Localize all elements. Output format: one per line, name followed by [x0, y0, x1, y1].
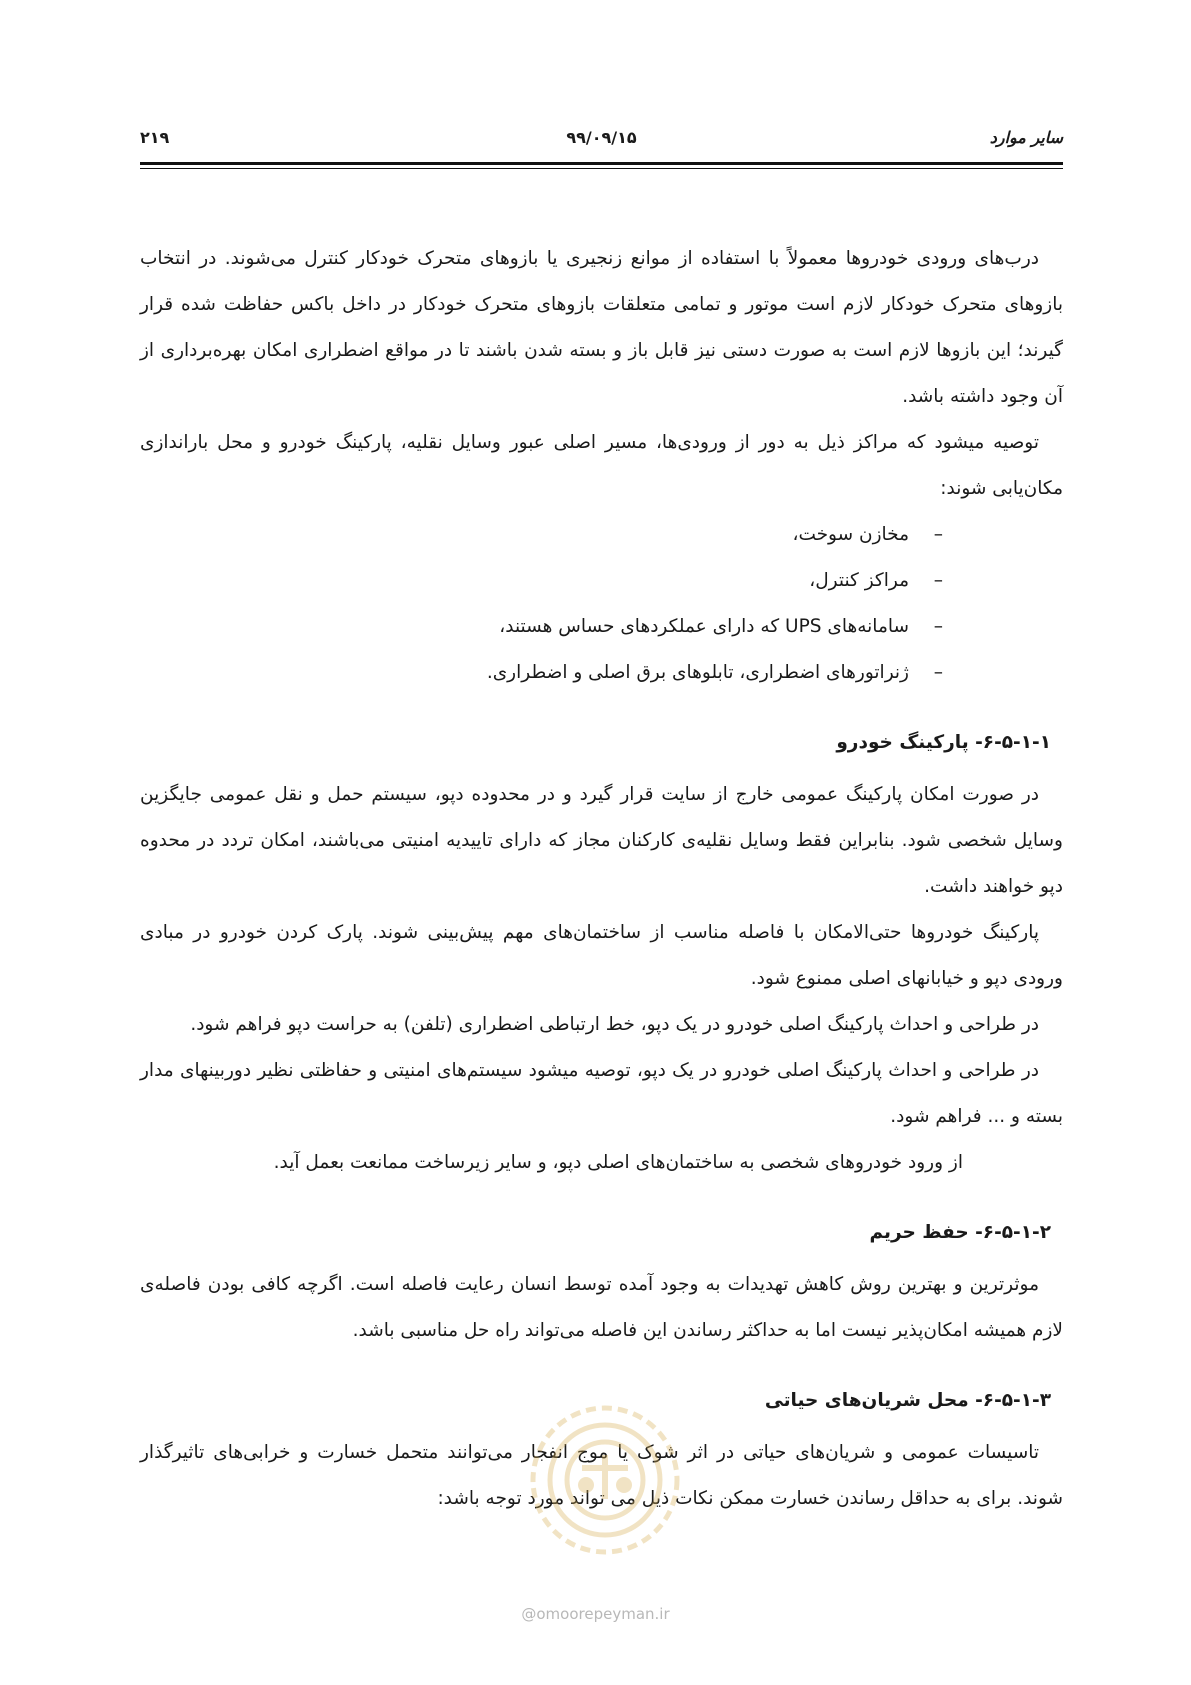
- header-rule-thin: [140, 168, 1063, 169]
- list-item: [140, 604, 943, 650]
- paragraph: تاسیسات عمومی و شریان‌های حیاتی در اثر شوک یا موج انفجار می‌توانند متحمل خسارت و خرابی‌های تاثیرگذار شوند. برای به حداقل رساندن خسارت ممکن نکات ذیل می تواند مورد توجه باشد:: [140, 1442, 1063, 1509]
- paragraph: توصیه میشود که مراکز ذیل به دور از ورودی‌ها، مسیر اصلی عبور وسایل نقلیه، پارکینگ خودرو و محل باراندازی مکان‌یابی شوند:: [140, 432, 1063, 499]
- chapter-title: سایر موارد: [989, 128, 1063, 147]
- list-item: [140, 512, 943, 558]
- paragraph: در صورت امکان پارکینگ عمومی خارج از سایت قرار گیرد و در محدوده دپو، سیستم حمل و نقل عمومی جایگزین وسایل شخصی شود. بنابراین فقط وسایل نقلیه‌ی کارکنان مجاز که دارای تاییدیه امنیتی می‌باشند، امکان تردد در محدوه دپو خواهند داشت.: [140, 784, 1063, 897]
- page-header: [140, 128, 1063, 154]
- list-item: [140, 650, 943, 696]
- dash-marker: –: [933, 662, 943, 683]
- paragraph: موثرترین و بهترین روش کاهش تهدیدات به وجود آمده توسط انسان رعایت فاصله است. اگرچه کافی بودن فاصله‌ی لازم همیشه امکان‌پذیر نیست اما به حداکثر رساندن این فاصله می‌تواند راه حل مناسبی باشد.: [140, 1274, 1063, 1341]
- section-heading: ۶-۵-۱-۱- پارکینگ خودرو: [836, 732, 1051, 753]
- list-item: [140, 558, 943, 604]
- paragraph: درب‌های ورودی خودروها معمولاً با استفاده از موانع زنجیری یا بازوهای متحرک خودکار کنترل می‌شوند. در انتخاب بازوهای متحرک خودکار لازم است موتور و تمامی متعلقات بازوهای متحرک خودکار در داخل باکس حفاظت شده قرار گیرند؛ این بازوها لازم است به صورت دستی نیز قابل باز و بسته شدن باشند تا در مواقع اضطراری امکان بهره‌برداری از آن وجود داشته باشد.: [140, 248, 1063, 407]
- list-item-text: سامانه‌های UPS که دارای عملکردهای حساس هستند،: [499, 616, 909, 637]
- dash-marker: –: [933, 570, 943, 591]
- paragraph: در طراحی و احداث پارکینگ اصلی خودرو در یک دپو، توصیه میشود سیستم‌های امنیتی و حفاظتی نظیر دوربینهای مدار بسته و ... فراهم شود.: [140, 1060, 1063, 1127]
- dash-marker: –: [933, 616, 943, 637]
- list-item-text: ژنراتورهای اضطراری، تابلوهای برق اصلی و اضطراری.: [486, 662, 909, 683]
- header-rule-thick: [140, 162, 1063, 165]
- paragraph: پارکینگ خودروها حتی‌الامکان با فاصله مناسب از ساختمان‌های مهم پیش‌بینی شوند. پارک کردن خودرو در مبادی ورودی دپو و خیابانهای اصلی ممنوع شود.: [140, 922, 1063, 989]
- paragraph: در طراحی و احداث پارکینگ اصلی خودرو در یک دپو، خط ارتباطی اضطراری (تلفن) به حراست دپو فراهم شود.: [190, 1014, 1039, 1035]
- seal-emblem-icon: [520, 1385, 690, 1575]
- section-heading: ۶-۵-۱-۲- حفظ حریم: [869, 1222, 1051, 1243]
- dash-marker: –: [933, 524, 943, 545]
- document-body: [140, 236, 1063, 1522]
- watermark-url: @omoorepeyman.ir: [521, 1605, 670, 1623]
- page-number: ۲۱۹: [140, 128, 170, 147]
- list-item-text: مخازن سوخت،: [792, 524, 909, 545]
- section-heading: ۶-۵-۱-۳- محل شریان‌های حیاتی: [764, 1390, 1051, 1411]
- list-item-text: مراکز کنترل،: [809, 570, 909, 591]
- bullet-list: [140, 512, 1063, 696]
- paragraph: از ورود خودروهای شخصی به ساختمان‌های اصلی دپو، و سایر زیرساخت ممانعت بعمل آید.: [273, 1152, 963, 1173]
- header-date: ۹۹/۰۹/۱۵: [566, 128, 637, 147]
